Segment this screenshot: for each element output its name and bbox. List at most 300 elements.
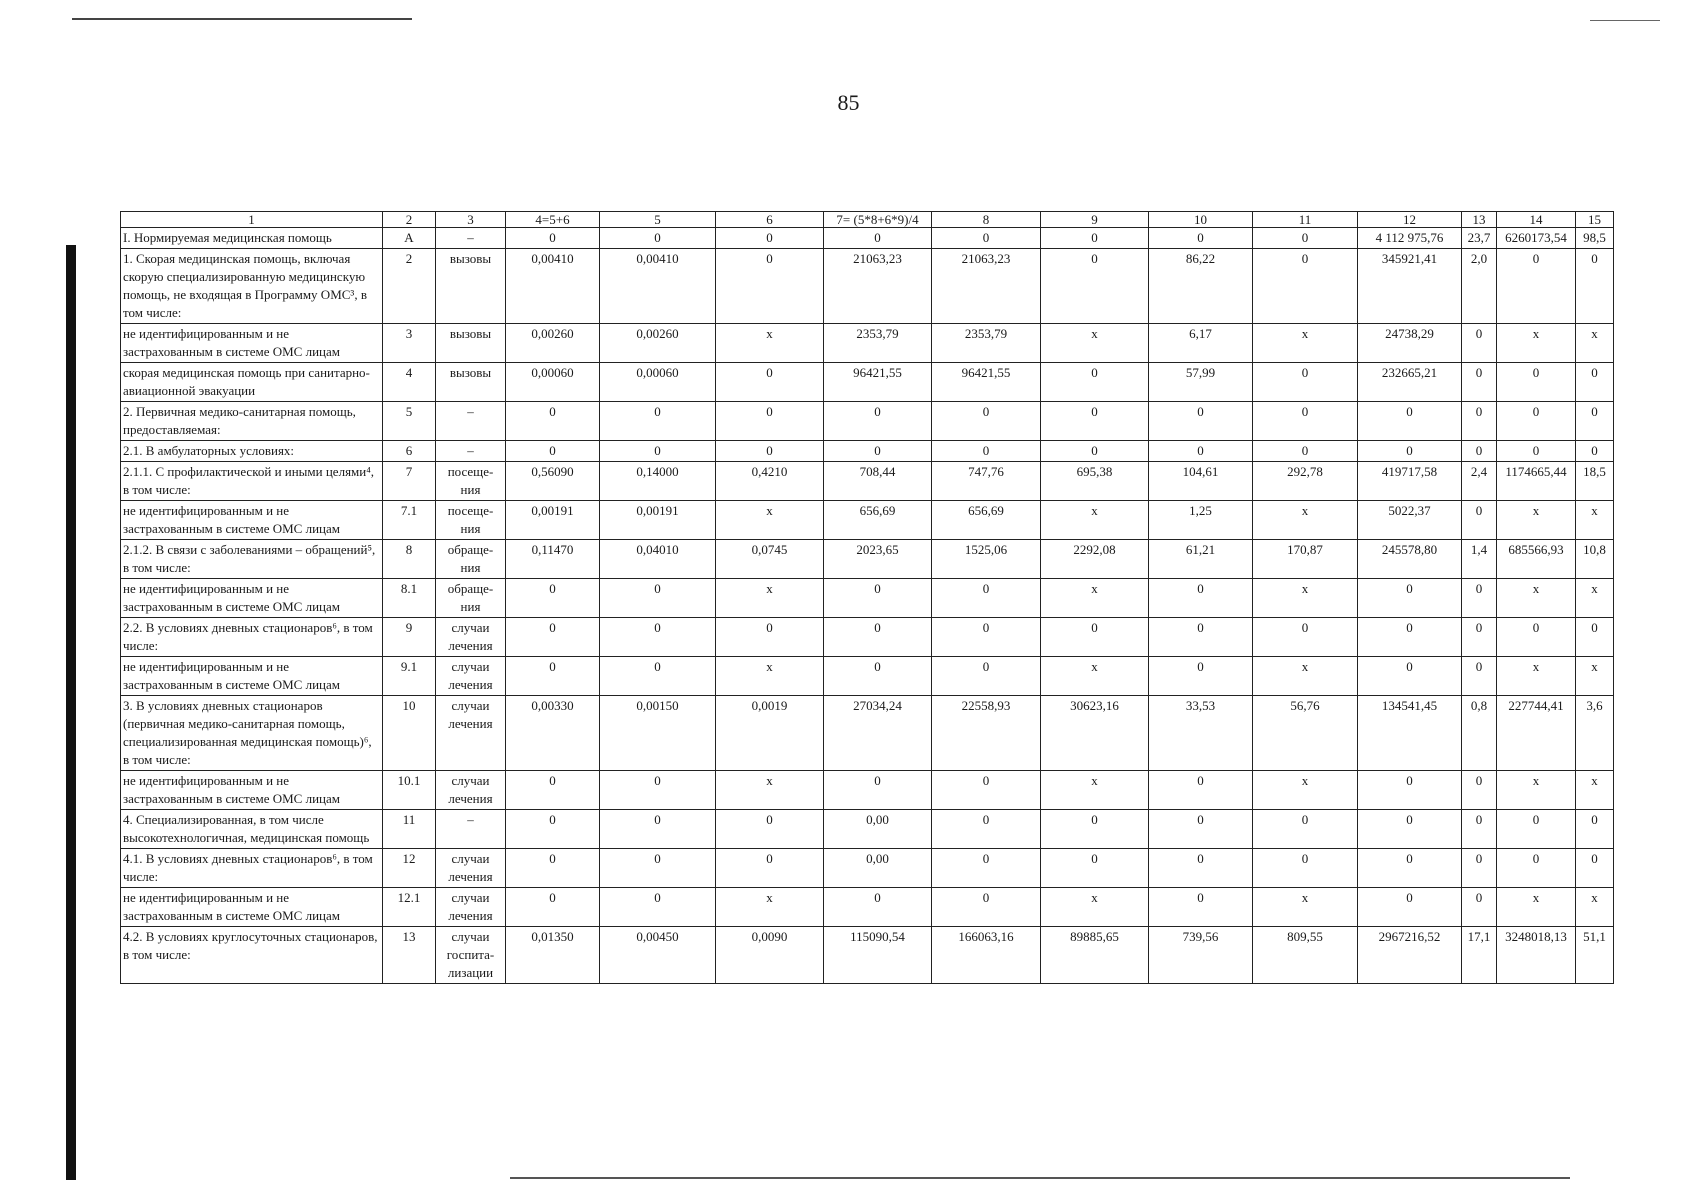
table-cell: 0 — [1497, 402, 1576, 441]
table-cell: 10 — [383, 696, 436, 771]
table-cell: х — [1576, 324, 1614, 363]
row-label-cell: 2. Первичная медико-санитарная помощь, предоставляемая: — [121, 402, 383, 441]
table-cell: х — [1041, 657, 1149, 696]
table-cell: 115090,54 — [824, 927, 932, 984]
table-cell: 23,7 — [1462, 228, 1497, 249]
table-cell: 6260173,54 — [1497, 228, 1576, 249]
table-body — [121, 228, 1614, 984]
table-cell: 4 112 975,76 — [1358, 228, 1462, 249]
table-cell: 0 — [824, 618, 932, 657]
column-number-row — [121, 212, 1614, 228]
table-row — [121, 657, 1614, 696]
table-cell: 7.1 — [383, 501, 436, 540]
table-cell: 0 — [716, 363, 824, 402]
table-cell: 0 — [600, 888, 716, 927]
table-cell: 1525,06 — [932, 540, 1041, 579]
table-cell: 292,78 — [1253, 462, 1358, 501]
table-cell: 24738,29 — [1358, 324, 1462, 363]
table-cell: х — [1497, 888, 1576, 927]
table-cell: 0 — [1253, 810, 1358, 849]
table-cell: – — [436, 402, 506, 441]
table-cell: – — [436, 810, 506, 849]
table-cell: 0 — [932, 402, 1041, 441]
table-cell: 0 — [1149, 810, 1253, 849]
table-cell: 61,21 — [1149, 540, 1253, 579]
table-cell: 1,25 — [1149, 501, 1253, 540]
table-cell: 2967216,52 — [1358, 927, 1462, 984]
row-label-cell: не идентифицированным и не застрахованным в системе ОМС лицам — [121, 888, 383, 927]
table-cell: 98,5 — [1576, 228, 1614, 249]
table-cell: 656,69 — [824, 501, 932, 540]
table-cell: х — [1576, 771, 1614, 810]
table-cell: х — [1497, 771, 1576, 810]
table-cell: 227744,41 — [1497, 696, 1576, 771]
table-cell: 2023,65 — [824, 540, 932, 579]
table-cell: случаи лечения — [436, 771, 506, 810]
table-cell: 0 — [932, 441, 1041, 462]
table-cell: 0 — [1358, 657, 1462, 696]
table-cell: 2292,08 — [1041, 540, 1149, 579]
table-cell: 0,00410 — [600, 249, 716, 324]
table-cell: 0 — [1497, 363, 1576, 402]
table-cell: 0,11470 — [506, 540, 600, 579]
table-cell: 166063,16 — [932, 927, 1041, 984]
scan-edge-left — [66, 245, 76, 1180]
table-cell: х — [1253, 324, 1358, 363]
column-number: 11 — [1253, 212, 1358, 228]
column-number: 6 — [716, 212, 824, 228]
table-row — [121, 363, 1614, 402]
column-number: 10 — [1149, 212, 1253, 228]
table-cell: 0,00330 — [506, 696, 600, 771]
table-cell: обраще-ния — [436, 540, 506, 579]
table-cell: 0 — [600, 849, 716, 888]
table-cell: 10.1 — [383, 771, 436, 810]
table-cell: 708,44 — [824, 462, 932, 501]
row-label-cell: 4.2. В условиях круглосуточных стационаров, в том числе: — [121, 927, 383, 984]
table-cell: х — [1253, 888, 1358, 927]
table-cell: 0 — [600, 657, 716, 696]
table-cell: 0 — [1462, 771, 1497, 810]
table-cell: х — [716, 888, 824, 927]
table-cell: 0 — [1149, 618, 1253, 657]
table-cell: 0 — [600, 579, 716, 618]
table-cell: 0 — [1253, 228, 1358, 249]
row-label-cell: не идентифицированным и не застрахованным в системе ОМС лицам — [121, 771, 383, 810]
table-cell: 0 — [932, 771, 1041, 810]
table-cell: 51,1 — [1576, 927, 1614, 984]
data-table — [120, 211, 1614, 984]
table-cell: 0 — [1576, 810, 1614, 849]
table-cell: х — [1041, 579, 1149, 618]
row-label-cell: не идентифицированным и не застрахованным в системе ОМС лицам — [121, 579, 383, 618]
table-cell: 0 — [716, 618, 824, 657]
row-label-cell: 2.1.1. С профилактической и иными целями⁴, в том числе: — [121, 462, 383, 501]
table-cell: 0 — [1576, 402, 1614, 441]
table-cell: 0 — [1149, 849, 1253, 888]
scan-edge-bottom — [510, 1177, 1570, 1179]
table-cell: х — [1253, 501, 1358, 540]
table-cell: 0 — [1041, 849, 1149, 888]
column-number: 12 — [1358, 212, 1462, 228]
table-cell: 0 — [1041, 249, 1149, 324]
scan-edge-top-left — [72, 18, 412, 20]
table-cell: 739,56 — [1149, 927, 1253, 984]
table-cell: 22558,93 — [932, 696, 1041, 771]
table-cell: 0 — [824, 657, 932, 696]
table-row — [121, 579, 1614, 618]
table-cell: 0 — [1149, 888, 1253, 927]
table-cell: 21063,23 — [932, 249, 1041, 324]
table-cell: 86,22 — [1149, 249, 1253, 324]
table-cell: 0 — [1149, 657, 1253, 696]
table-cell: случаи лечения — [436, 618, 506, 657]
table-cell: х — [1576, 657, 1614, 696]
table-cell: х — [1497, 579, 1576, 618]
column-number: 2 — [383, 212, 436, 228]
table-cell: 0 — [1462, 402, 1497, 441]
table-cell: 0 — [1497, 441, 1576, 462]
table-cell: 0 — [1041, 618, 1149, 657]
table-row — [121, 927, 1614, 984]
table-cell: 0 — [1497, 849, 1576, 888]
table-cell: 18,5 — [1576, 462, 1614, 501]
table-row — [121, 849, 1614, 888]
table-cell: 13 — [383, 927, 436, 984]
table-cell: 0 — [1358, 810, 1462, 849]
table-row — [121, 249, 1614, 324]
table-cell: 0 — [1149, 771, 1253, 810]
table-row — [121, 771, 1614, 810]
table-cell: 0,4210 — [716, 462, 824, 501]
table-cell: 0 — [506, 228, 600, 249]
table-row — [121, 540, 1614, 579]
table-row — [121, 324, 1614, 363]
table-row — [121, 810, 1614, 849]
table-cell: 0,00260 — [506, 324, 600, 363]
table-cell: 0 — [824, 441, 932, 462]
table-cell: 0 — [932, 810, 1041, 849]
table-cell: 0,01350 — [506, 927, 600, 984]
table-cell: 12 — [383, 849, 436, 888]
table-cell: 0 — [1149, 228, 1253, 249]
table-cell: 0 — [1462, 363, 1497, 402]
table-cell: 0,04010 — [600, 540, 716, 579]
table-cell: 0 — [716, 228, 824, 249]
table-cell: 56,76 — [1253, 696, 1358, 771]
table-cell: 9 — [383, 618, 436, 657]
table-cell: 0 — [824, 579, 932, 618]
column-number: 15 — [1576, 212, 1614, 228]
table-cell: 96421,55 — [932, 363, 1041, 402]
table-cell: 245578,80 — [1358, 540, 1462, 579]
table-cell: 0 — [932, 618, 1041, 657]
table-cell: 9.1 — [383, 657, 436, 696]
table-cell: 0 — [1358, 771, 1462, 810]
table-cell: случаи лечения — [436, 888, 506, 927]
scan-edge-top-right — [1590, 20, 1660, 21]
table-cell: 0 — [932, 579, 1041, 618]
table-cell: 1174665,44 — [1497, 462, 1576, 501]
table-cell: 170,87 — [1253, 540, 1358, 579]
column-number: 9 — [1041, 212, 1149, 228]
table-cell: 0 — [506, 888, 600, 927]
table-cell: 0 — [1041, 810, 1149, 849]
table-cell: 0,0019 — [716, 696, 824, 771]
table-cell: 2 — [383, 249, 436, 324]
table-cell: 0 — [506, 657, 600, 696]
table-cell: 0 — [506, 579, 600, 618]
row-label-cell: 4. Специализированная, в том числе высокотехнологичная, медицинская помощь — [121, 810, 383, 849]
table-cell: х — [1497, 657, 1576, 696]
table-cell: 0,00260 — [600, 324, 716, 363]
table-cell: х — [1253, 579, 1358, 618]
table-cell: 0,0745 — [716, 540, 824, 579]
table-cell: 3 — [383, 324, 436, 363]
table-cell: 0 — [600, 228, 716, 249]
table-cell: 0 — [1576, 363, 1614, 402]
table-cell: 0 — [1462, 810, 1497, 849]
table-cell: вызовы — [436, 249, 506, 324]
table-cell: 0 — [1253, 363, 1358, 402]
table-row — [121, 402, 1614, 441]
table-cell: случаи лечения — [436, 849, 506, 888]
table-cell: 11 — [383, 810, 436, 849]
table-cell: посеще-ния — [436, 501, 506, 540]
table-cell: 0 — [932, 888, 1041, 927]
table-cell: 0,00 — [824, 849, 932, 888]
table-cell: 0 — [1497, 618, 1576, 657]
table-cell: 0 — [1576, 249, 1614, 324]
table-cell: 747,76 — [932, 462, 1041, 501]
table-cell: 695,38 — [1041, 462, 1149, 501]
table-cell: 5022,37 — [1358, 501, 1462, 540]
table-row — [121, 618, 1614, 657]
table-cell: 8 — [383, 540, 436, 579]
table-cell: 0 — [716, 849, 824, 888]
table-cell: 0 — [1041, 402, 1149, 441]
table-cell: 0 — [506, 441, 600, 462]
table-cell: 104,61 — [1149, 462, 1253, 501]
table-cell: 0 — [1462, 324, 1497, 363]
table-cell: 12.1 — [383, 888, 436, 927]
table-cell: 0 — [1462, 579, 1497, 618]
table-cell: 419717,58 — [1358, 462, 1462, 501]
table-cell: 3,6 — [1576, 696, 1614, 771]
table-cell: 685566,93 — [1497, 540, 1576, 579]
table-cell: 0 — [506, 402, 600, 441]
column-number: 7= (5*8+6*9)/4 — [824, 212, 932, 228]
table-cell: посеще-ния — [436, 462, 506, 501]
table-cell: 5 — [383, 402, 436, 441]
table-cell: 57,99 — [1149, 363, 1253, 402]
table-cell: 0 — [1576, 849, 1614, 888]
table-cell: 0 — [1358, 618, 1462, 657]
table-cell: 0,8 — [1462, 696, 1497, 771]
table-cell: 89885,65 — [1041, 927, 1149, 984]
column-number: 4=5+6 — [506, 212, 600, 228]
table-cell: 0 — [1358, 849, 1462, 888]
table-cell: 0 — [824, 228, 932, 249]
table-row — [121, 501, 1614, 540]
table-cell: 0 — [1358, 579, 1462, 618]
table-cell: х — [1576, 501, 1614, 540]
table-cell: 0 — [1358, 441, 1462, 462]
table-cell: 0 — [716, 402, 824, 441]
table-cell: 0 — [600, 810, 716, 849]
table-cell: 0 — [1253, 618, 1358, 657]
table-cell: 8.1 — [383, 579, 436, 618]
table-cell: 0 — [1149, 402, 1253, 441]
table-cell: 0 — [1462, 849, 1497, 888]
table-cell: 0,00060 — [506, 363, 600, 402]
table-cell: 17,1 — [1462, 927, 1497, 984]
column-number: 8 — [932, 212, 1041, 228]
table-cell: 0,00060 — [600, 363, 716, 402]
table-cell: 0 — [1462, 441, 1497, 462]
table-cell: 21063,23 — [824, 249, 932, 324]
table-row — [121, 462, 1614, 501]
table-cell: 6 — [383, 441, 436, 462]
table-cell: 0 — [1497, 810, 1576, 849]
row-label-cell: 2.1.2. В связи с заболеваниями – обращений⁵, в том числе: — [121, 540, 383, 579]
table-cell: 2353,79 — [824, 324, 932, 363]
table-row — [121, 888, 1614, 927]
table-cell: 0 — [1253, 249, 1358, 324]
table-cell: вызовы — [436, 363, 506, 402]
table-cell: 0 — [1253, 402, 1358, 441]
table-cell: х — [1497, 501, 1576, 540]
table-cell: 0,00410 — [506, 249, 600, 324]
table-row — [121, 228, 1614, 249]
table-cell: 0 — [716, 249, 824, 324]
page-number: 85 — [837, 90, 860, 115]
table-row — [121, 696, 1614, 771]
table-cell: 0,00 — [824, 810, 932, 849]
table-cell: 809,55 — [1253, 927, 1358, 984]
table-cell: 0 — [1041, 363, 1149, 402]
table-cell: х — [1041, 888, 1149, 927]
row-label-cell: скорая медицинская помощь при санитарно-авиационной эвакуации — [121, 363, 383, 402]
table-cell: 0 — [1576, 618, 1614, 657]
table-cell: 0 — [600, 402, 716, 441]
table-cell: х — [716, 771, 824, 810]
table-cell: – — [436, 228, 506, 249]
table-cell: 0 — [824, 771, 932, 810]
row-label-cell: 1. Скорая медицинская помощь, включая скорую специализированную медицинскую помощь, не входящая в Программу ОМС³, в том числе: — [121, 249, 383, 324]
table-cell: 0,56090 — [506, 462, 600, 501]
table-cell: 0,0090 — [716, 927, 824, 984]
table-cell: 0 — [1462, 501, 1497, 540]
table-cell: 0 — [716, 441, 824, 462]
table-cell: 4 — [383, 363, 436, 402]
table-cell: 3248018,13 — [1497, 927, 1576, 984]
table-cell: 33,53 — [1149, 696, 1253, 771]
table-cell: А — [383, 228, 436, 249]
table-cell: х — [1253, 657, 1358, 696]
row-label-cell: I. Нормируемая медицинская помощь — [121, 228, 383, 249]
table-cell: 6,17 — [1149, 324, 1253, 363]
table-cell: 0 — [716, 810, 824, 849]
table-cell: х — [716, 657, 824, 696]
table-cell: 0,14000 — [600, 462, 716, 501]
table-cell: 0 — [932, 657, 1041, 696]
table-cell: 96421,55 — [824, 363, 932, 402]
table-cell: х — [1576, 888, 1614, 927]
column-number: 3 — [436, 212, 506, 228]
row-label-cell: не идентифицированным и не застрахованным в системе ОМС лицам — [121, 657, 383, 696]
table-cell: х — [716, 501, 824, 540]
table-cell: 0 — [1358, 888, 1462, 927]
table-cell: 0 — [1253, 441, 1358, 462]
row-label-cell: 3. В условиях дневных стационаров (первичная медико-санитарная помощь, специализированная медицинская помощь)⁶, в том числе: — [121, 696, 383, 771]
table-cell: 0,00450 — [600, 927, 716, 984]
table-cell: х — [1041, 324, 1149, 363]
table-cell: 0 — [600, 771, 716, 810]
column-number: 14 — [1497, 212, 1576, 228]
table-cell: 0 — [600, 441, 716, 462]
table-cell: 0 — [932, 228, 1041, 249]
table-cell: 345921,41 — [1358, 249, 1462, 324]
table-cell: 10,8 — [1576, 540, 1614, 579]
table-cell: 0 — [506, 771, 600, 810]
table-cell: х — [1041, 501, 1149, 540]
row-label-cell: 2.2. В условиях дневных стационаров⁶, в том числе: — [121, 618, 383, 657]
table-cell: 0,00150 — [600, 696, 716, 771]
table-cell: х — [716, 324, 824, 363]
table-cell: 656,69 — [932, 501, 1041, 540]
table-row — [121, 441, 1614, 462]
table-cell: 0 — [506, 618, 600, 657]
column-number: 13 — [1462, 212, 1497, 228]
table-cell: обраще-ния — [436, 579, 506, 618]
table-cell: х — [716, 579, 824, 618]
table-cell: х — [1253, 771, 1358, 810]
table-cell: 0,00191 — [600, 501, 716, 540]
row-label-cell: не идентифицированным и не застрахованным в системе ОМС лицам — [121, 324, 383, 363]
table-cell: 2,0 — [1462, 249, 1497, 324]
table-cell: 2,4 — [1462, 462, 1497, 501]
table-cell: 134541,45 — [1358, 696, 1462, 771]
table-cell: 0 — [1576, 441, 1614, 462]
table-cell: 0 — [824, 402, 932, 441]
table-cell: 232665,21 — [1358, 363, 1462, 402]
table-cell: случаи лечения — [436, 696, 506, 771]
table-cell: 0 — [600, 618, 716, 657]
column-number: 1 — [121, 212, 383, 228]
table-cell: 27034,24 — [824, 696, 932, 771]
table-cell: 0 — [1462, 618, 1497, 657]
table-cell: случаи лечения — [436, 657, 506, 696]
table-cell: 0,00191 — [506, 501, 600, 540]
column-number: 5 — [600, 212, 716, 228]
table-cell: 0 — [506, 810, 600, 849]
table-cell: 0 — [1462, 888, 1497, 927]
row-label-cell: 2.1. В амбулаторных условиях: — [121, 441, 383, 462]
table-cell: случаи госпита-лизации — [436, 927, 506, 984]
table-cell: 0 — [932, 849, 1041, 888]
row-label-cell: не идентифицированным и не застрахованным в системе ОМС лицам — [121, 501, 383, 540]
table-cell: 1,4 — [1462, 540, 1497, 579]
table-cell: 0 — [1497, 249, 1576, 324]
table-cell: 0 — [1358, 402, 1462, 441]
table-cell: вызовы — [436, 324, 506, 363]
table-cell: 0 — [506, 849, 600, 888]
table-cell: 0 — [1253, 849, 1358, 888]
table-cell: 7 — [383, 462, 436, 501]
table-cell: 30623,16 — [1041, 696, 1149, 771]
table-cell: х — [1497, 324, 1576, 363]
